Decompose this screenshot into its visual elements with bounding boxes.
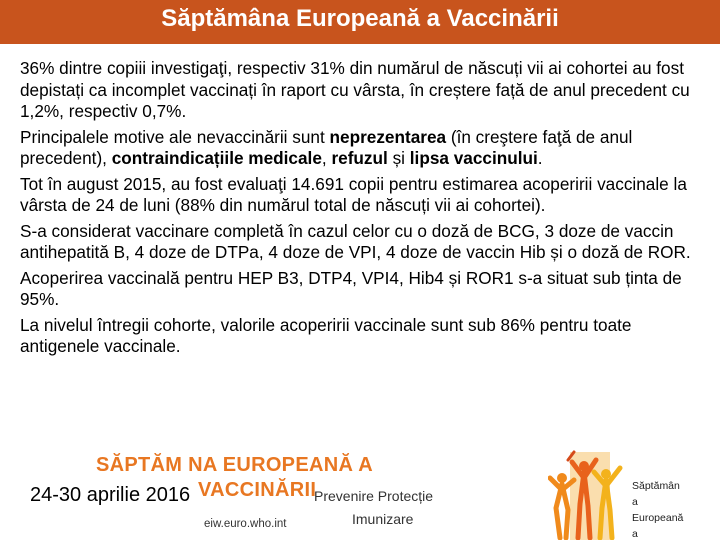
text-run: La nivelul întregii cohorte, valorile acoperirii vaccinale sunt sub 86% pentru toate antigenele vaccinale. bbox=[20, 314, 632, 356]
side-caption bbox=[632, 478, 683, 542]
emphasis-text: neprezentarea bbox=[329, 126, 447, 147]
campaign-url: eiw.euro.who.int bbox=[204, 518, 287, 530]
body-text bbox=[20, 58, 700, 362]
text-run: Principalele motive ale nevaccinării sunt bbox=[20, 126, 330, 147]
campaign-slogan-line2: Imunizare bbox=[352, 511, 414, 527]
paragraph bbox=[20, 174, 700, 217]
campaign-title-line2: VACCINĂRII bbox=[198, 479, 317, 501]
text-run: Tot în august 2015, au fost evaluaţi 14.691 copii pentru estimarea acoperirii vaccinale la vârsta de 24 de luni (88% din numărul total de născuți vii ai cohortei). bbox=[20, 173, 687, 215]
campaign-title-line1: SĂPTĂM NA EUROPEANĂ A bbox=[96, 454, 374, 476]
side-caption-line: Săptămân bbox=[632, 480, 680, 492]
text-run: și bbox=[387, 148, 410, 168]
page-title: Săptămâna Europeană a Vaccinării bbox=[161, 5, 559, 32]
side-caption-line: Europeană bbox=[632, 512, 684, 524]
paragraph bbox=[20, 315, 700, 358]
text-run: , bbox=[321, 148, 332, 168]
campaign-slogan: Prevenire Protecție bbox=[314, 488, 434, 504]
emphasis-text: lipsa vaccinului bbox=[409, 148, 538, 168]
paragraph bbox=[20, 221, 700, 264]
text-run: (în creştere faţă de anul precedent), bbox=[20, 126, 633, 168]
emphasis-text: refuzul bbox=[331, 148, 388, 168]
text-run: 36% dintre copiii investigaţi, respectiv 31% din numărul de născuți vii ai cohortei au fost depistați ca incomplet vaccinați în raport cu vârsta, în creștere față de anul precedent cu 1,2%, respectiv 0,7%. bbox=[20, 58, 690, 121]
side-caption-line: a bbox=[632, 496, 638, 508]
side-caption-line: a bbox=[632, 528, 638, 540]
campaign-title bbox=[96, 454, 374, 501]
text-run: . bbox=[537, 148, 543, 168]
text-run: Acoperirea vaccinală pentru HEP B3, DTP4, VPI4, Hib4 și ROR1 s-a situat sub ținta de 95%. bbox=[20, 267, 682, 309]
text-run: S-a considerat vaccinare completă în cazul celor cu o doză de BCG, 3 doze de vaccin antihepatită B, 4 doze de DTPa, 4 doze de VPI, 4 doze de vaccin Hib și o doză de ROR. bbox=[20, 220, 691, 262]
paragraph bbox=[20, 58, 700, 123]
title-bar bbox=[0, 0, 720, 44]
campaign-dates: 24-30 aprilie 2016 bbox=[30, 484, 191, 506]
paragraph bbox=[20, 127, 700, 170]
paragraph bbox=[20, 268, 700, 311]
people-logo-icon bbox=[548, 448, 624, 540]
emphasis-text: contraindicațiile medicale bbox=[111, 148, 322, 168]
